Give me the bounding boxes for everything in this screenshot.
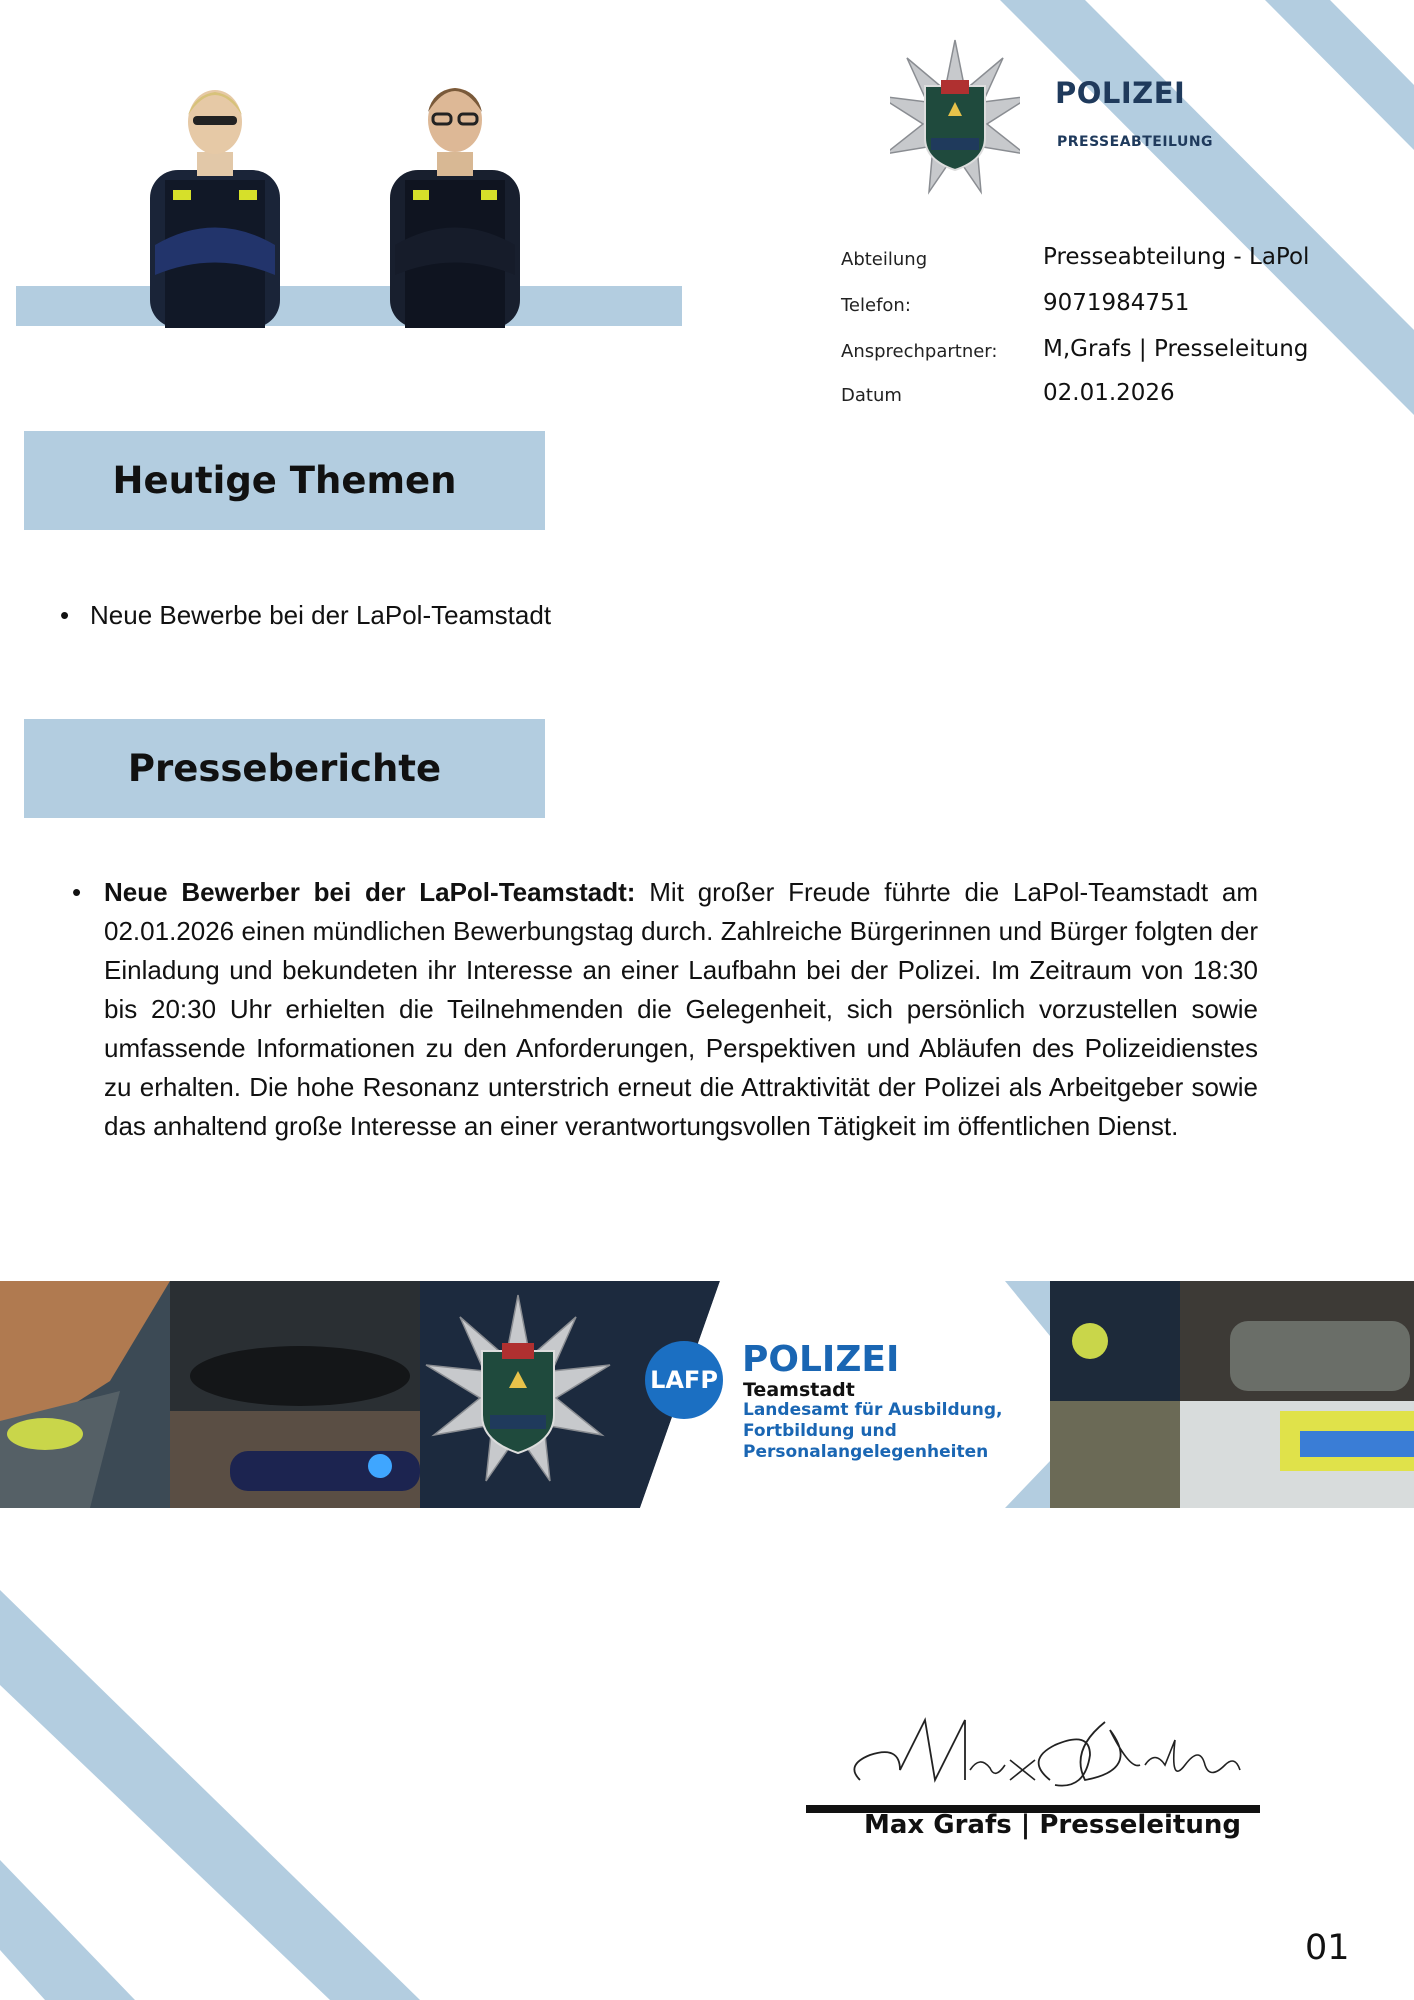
info-row-contact [841,326,1361,366]
officers-band [16,286,682,326]
logo-title: POLIZEI [1055,76,1186,110]
bullet-icon: • [72,877,82,907]
officer-left-image [125,60,305,328]
officer-right-image [365,60,545,328]
report-body: Mit großer Freude führte die LaPol-Teamstadt am 02.01.2026 einen mündlichen Bewerbungstag durch. Zahlreiche Bürgerinnen und Bürger folgten der Einladung und bekundeten ihr Interesse an einer Laufbahn bei der Polizei. Im Zeitraum von 18:30 bis 20:30 Uhr erhielten die Teilnehmenden die Gelegenheit, sich persönlich vorzustellen sowie umfassende Informationen zu den Anforderungen, Perspektiven und Abläufen des Polizeidienstes zu erhalten. Die hohe Resonanz unterstrich erneut die Attraktivität der Polizei als Arbeitgeber sowie das anhaltend große Interesse an einer verantwortungsvollen Tätigkeit im öffentlichen Dienst. [104,877,1258,1141]
logo-subtitle: PRESSEABTEILUNG [1057,134,1214,150]
lafp-badge-icon: LAFP [645,1341,723,1419]
info-label: Abteilung [841,249,928,270]
banner-description: Landesamt für Ausbildung, Fortbildung und Personalangelegenheiten [743,1400,1003,1462]
decorative-stripes-bottom [0,1590,420,2000]
lafp-banner [0,1281,1414,1508]
reports-heading: Presseberichte [127,747,442,790]
reports-heading-box [24,719,545,818]
info-label: Ansprechpartner: [841,341,998,362]
info-value: Presseabteilung - LaPol [1043,244,1310,270]
banner-subtitle: Teamstadt [743,1379,855,1401]
topics-list [60,600,551,631]
info-row-date [841,370,1361,410]
info-row-phone [841,280,1361,320]
page-number: 01 [1305,1928,1350,1968]
topics-heading-box [24,431,545,530]
police-star-emblem-icon [890,38,1020,203]
topics-heading: Heutige Themen [112,459,457,502]
info-row-department [841,234,1361,274]
report-lead: Neue Bewerber bei der LaPol-Teamstadt: [104,877,636,907]
banner-title: POLIZEI [742,1339,900,1380]
press-report [72,873,1258,1146]
list-item: • Neue Bewerbe bei der LaPol-Teamstadt [60,600,551,631]
handwritten-signature [840,1710,1260,1805]
info-label: Telefon: [841,295,911,316]
signature-name: Max Grafs | Presseleitung [864,1810,1241,1840]
info-value: 02.01.2026 [1043,380,1175,406]
info-label: Datum [841,385,902,406]
police-logo-block [890,38,1220,208]
info-value: M,Grafs | Presseleitung [1043,336,1309,362]
report-paragraph [72,873,1258,1146]
info-value: 9071984751 [1043,290,1190,316]
